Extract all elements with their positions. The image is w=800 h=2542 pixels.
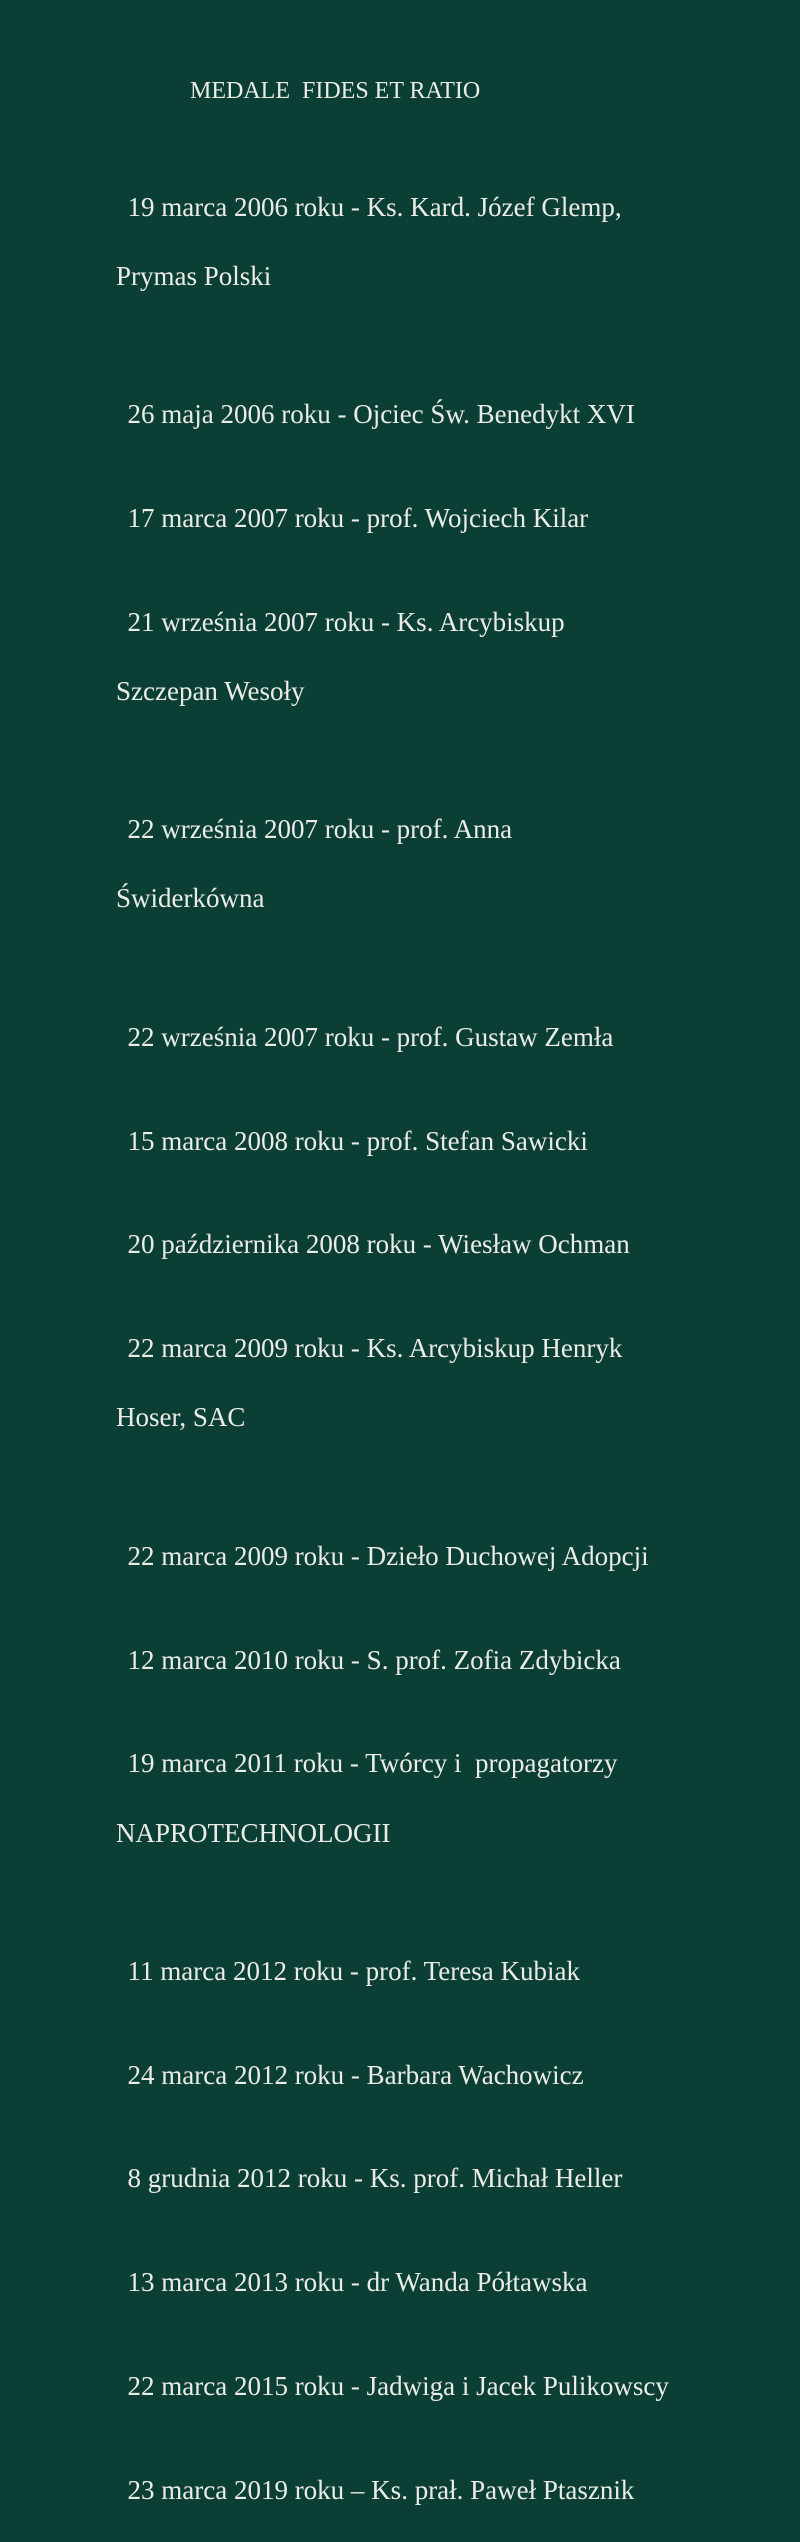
list-item — [87, 985, 787, 1089]
list-item — [87, 1297, 787, 1505]
list-item — [87, 1712, 787, 1920]
entry-continuation: Szczepan Wesoły — [116, 675, 305, 706]
entry-line: 20 października 2008 roku - Wiesław Ochman — [127, 1229, 630, 1260]
entry-continuation: Hoser, SAC — [116, 1402, 246, 1433]
entry-line: 23 marca 2019 roku – Ks. prał. Paweł Ptasznik — [127, 2474, 635, 2505]
entry-line: 24 marca 2012 roku - Barbara Wachowicz — [127, 2059, 584, 2090]
list-item — [87, 155, 787, 363]
list-item — [87, 466, 787, 570]
entry-line: 17 marca 2007 roku - prof. Wojciech Kilar — [127, 502, 589, 533]
list-item — [87, 1919, 787, 2023]
entry-line: 13 marca 2013 roku - dr Wanda Półtawska — [127, 2267, 588, 2298]
entry-line: 11 marca 2012 roku - prof. Teresa Kubiak — [127, 1955, 580, 1986]
list-item — [87, 570, 787, 778]
entry-continuation: Świderkówna — [116, 883, 265, 914]
entry-line: 22 września 2007 roku - prof. Anna — [127, 814, 513, 845]
entry-line: 26 maja 2006 roku - Ojciec Św. Benedykt XVI — [127, 399, 635, 430]
list-item — [87, 2127, 787, 2231]
entry-continuation: Prymas Polski — [116, 260, 272, 291]
entry-line: 15 marca 2008 roku - prof. Stefan Sawicki — [127, 1125, 588, 1156]
entry-line: 22 marca 2009 roku - Ks. Arcybiskup Henryk — [127, 1333, 623, 1364]
list-item — [87, 1504, 787, 1608]
list-item — [87, 2231, 787, 2335]
list-item — [87, 2334, 787, 2438]
list-item — [87, 1193, 787, 1297]
page-title: MEDALE FIDES ET RATIO — [190, 78, 481, 104]
entry-line: 22 marca 2009 roku - Dzieło Duchowej Adopcji — [127, 1540, 649, 1571]
entry-line: 12 marca 2010 roku - S. prof. Zofia Zdybicka — [127, 1644, 621, 1675]
entry-line: 8 grudnia 2012 roku - Ks. prof. Michał Heller — [127, 2163, 623, 2194]
entry-continuation: NAPROTECHNOLOGII — [116, 1817, 391, 1848]
medal-list — [87, 155, 787, 2542]
list-item — [87, 363, 787, 467]
entry-line: 22 marca 2015 roku - Jadwiga i Jacek Pulikowscy — [127, 2371, 669, 2401]
list-item — [87, 2023, 787, 2127]
entry-line: 19 marca 2006 roku - Ks. Kard. Józef Glemp, — [127, 191, 622, 222]
entry-line: 19 marca 2011 roku - Twórcy i propagatorzy — [127, 1748, 618, 1779]
list-item — [87, 1089, 787, 1193]
list-item — [87, 778, 787, 986]
entry-line: 21 września 2007 roku - Ks. Arcybiskup — [127, 606, 565, 637]
entry-line: 22 września 2007 roku - prof. Gustaw Zemła — [127, 1021, 614, 1052]
list-item — [87, 1608, 787, 1712]
list-item — [87, 2438, 787, 2542]
